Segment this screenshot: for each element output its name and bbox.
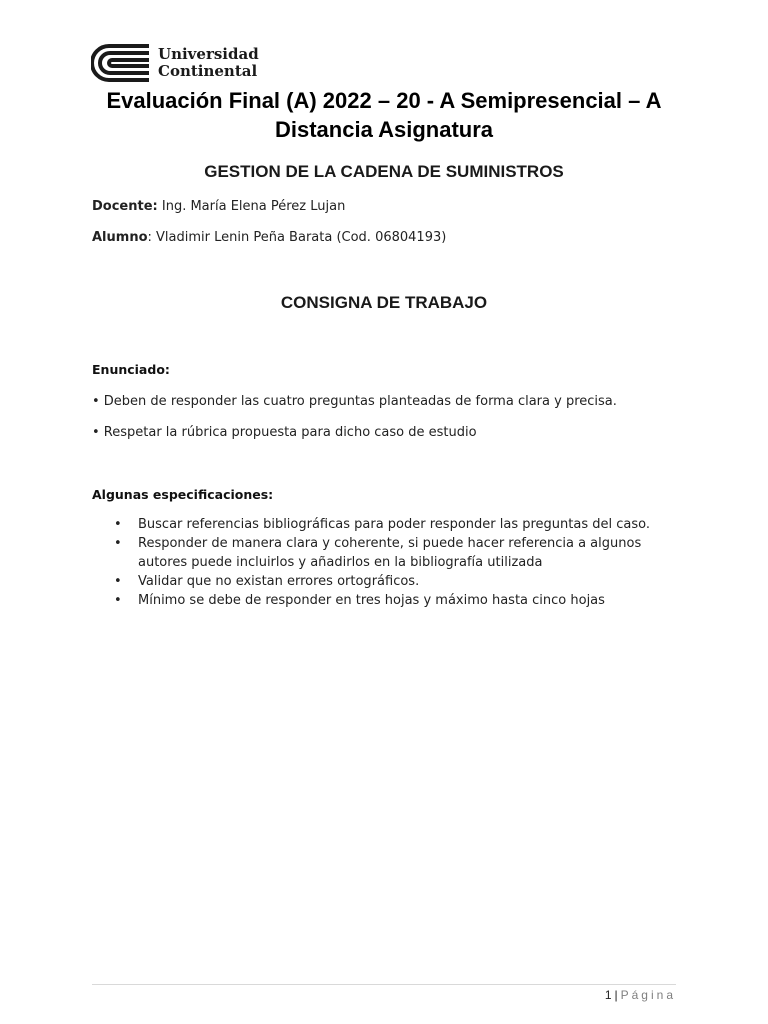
document-title-line1: Evaluación Final (A) 2022 – 20 - A Semipresencial – A [106,88,662,113]
list-item [112,591,652,610]
page-label: Página [620,988,676,1002]
footer-separator: | [614,988,618,1002]
docente-line [92,199,345,214]
especificaciones-list [112,515,652,610]
document-title-line2: Distancia Asignatura [274,117,494,142]
alumno-value: : Vladimir Lenin Peña Barata (Cod. 06804193) [147,230,447,245]
list-item [112,572,652,591]
docente-value: Ing. María Elena Pérez Lujan [157,199,346,214]
docente-label: Docente: [92,199,158,214]
university-name-line2: Continental [158,62,258,80]
alumno-line [92,230,446,245]
especificaciones-label: Algunas especificaciones: [92,487,274,502]
university-name-line1: Universidad [158,45,259,63]
document-title [92,86,676,144]
enunciado-item: • Respetar la rúbrica propuesta para dicho caso de estudio [92,425,477,440]
list-item-text: Buscar referencias bibliográficas para poder responder las preguntas del caso. [138,517,650,532]
list-item-text: Responder de manera clara y coherente, si puede hacer referencia a algunos autores puede incluirlos y añadirlos en la bibliografía utilizada [138,536,642,570]
footer-divider [92,984,676,985]
list-item [112,515,652,534]
bullet-icon: • [114,536,122,551]
subject-heading: GESTION DE LA CADENA DE SUMINISTROS [204,162,564,181]
enunciado-item: • Deben de responder las cuatro preguntas planteadas de forma clara y precisa. [92,394,617,409]
bullet-icon: • [114,517,122,532]
section-heading: CONSIGNA DE TRABAJO [280,293,488,312]
university-name [158,46,259,80]
bullet-icon: • [114,574,122,589]
page-footer [605,988,676,1002]
alumno-label: Alumno [92,230,148,245]
bullet-icon: • [114,593,122,608]
university-logo-icon [91,42,151,84]
enunciado-label: Enunciado: [92,362,170,377]
list-item-text: Validar que no existan errores ortográficos. [138,574,420,589]
page-number: 1 [604,988,612,1002]
university-logo [91,42,259,84]
list-item-text: Mínimo se debe de responder en tres hojas y máximo hasta cinco hojas [138,593,605,608]
list-item [112,534,652,572]
